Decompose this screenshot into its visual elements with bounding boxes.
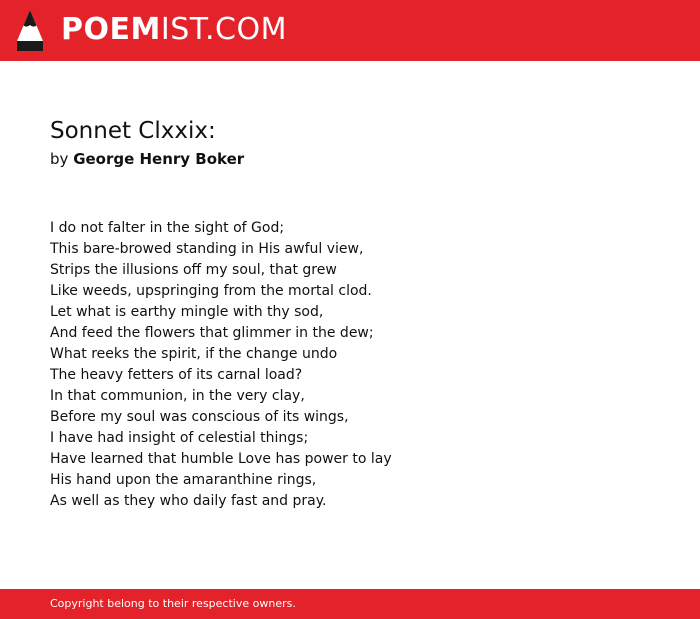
poem-line: The heavy fetters of its carnal load? <box>50 367 303 383</box>
poem-line: In that communion, in the very clay, <box>50 388 305 404</box>
logo-light-text: IST.COM <box>160 12 287 47</box>
copyright-text: Copyright belong to their respective owners. <box>50 597 296 610</box>
byline <box>50 148 244 170</box>
poem-line: As well as they who daily fast and pray. <box>50 493 327 509</box>
poem-line: Strips the illusions off my soul, that grew <box>50 262 337 278</box>
poem-line: Let what is earthy mingle with thy sod, <box>50 304 324 320</box>
poem-title: Sonnet Clxxix: <box>50 118 216 144</box>
site-logo[interactable] <box>61 9 287 51</box>
logo-bold-text: POEM <box>61 12 161 47</box>
site-header <box>0 0 700 61</box>
author-name: George Henry Boker <box>73 150 245 168</box>
poem-line: And feed the flowers that glimmer in the dew; <box>50 325 374 341</box>
poem-body <box>50 218 392 512</box>
poem-line: Have learned that humble Love has power to lay <box>50 451 392 467</box>
poem-line: This bare-browed standing in His awful view, <box>50 241 364 257</box>
poem-line: I do not falter in the sight of God; <box>50 220 285 236</box>
by-prefix: by <box>50 150 69 168</box>
site-footer <box>0 589 700 619</box>
poem-line: I have had insight of celestial things; <box>50 430 309 446</box>
pencil-tip-icon <box>17 10 43 51</box>
poem-line: Like weeds, upspringing from the mortal clod. <box>50 283 372 299</box>
poem-line: Before my soul was conscious of its wings, <box>50 409 349 425</box>
poem-line: What reeks the spirit, if the change undo <box>50 346 338 362</box>
poem-line: His hand upon the amaranthine rings, <box>50 472 317 488</box>
